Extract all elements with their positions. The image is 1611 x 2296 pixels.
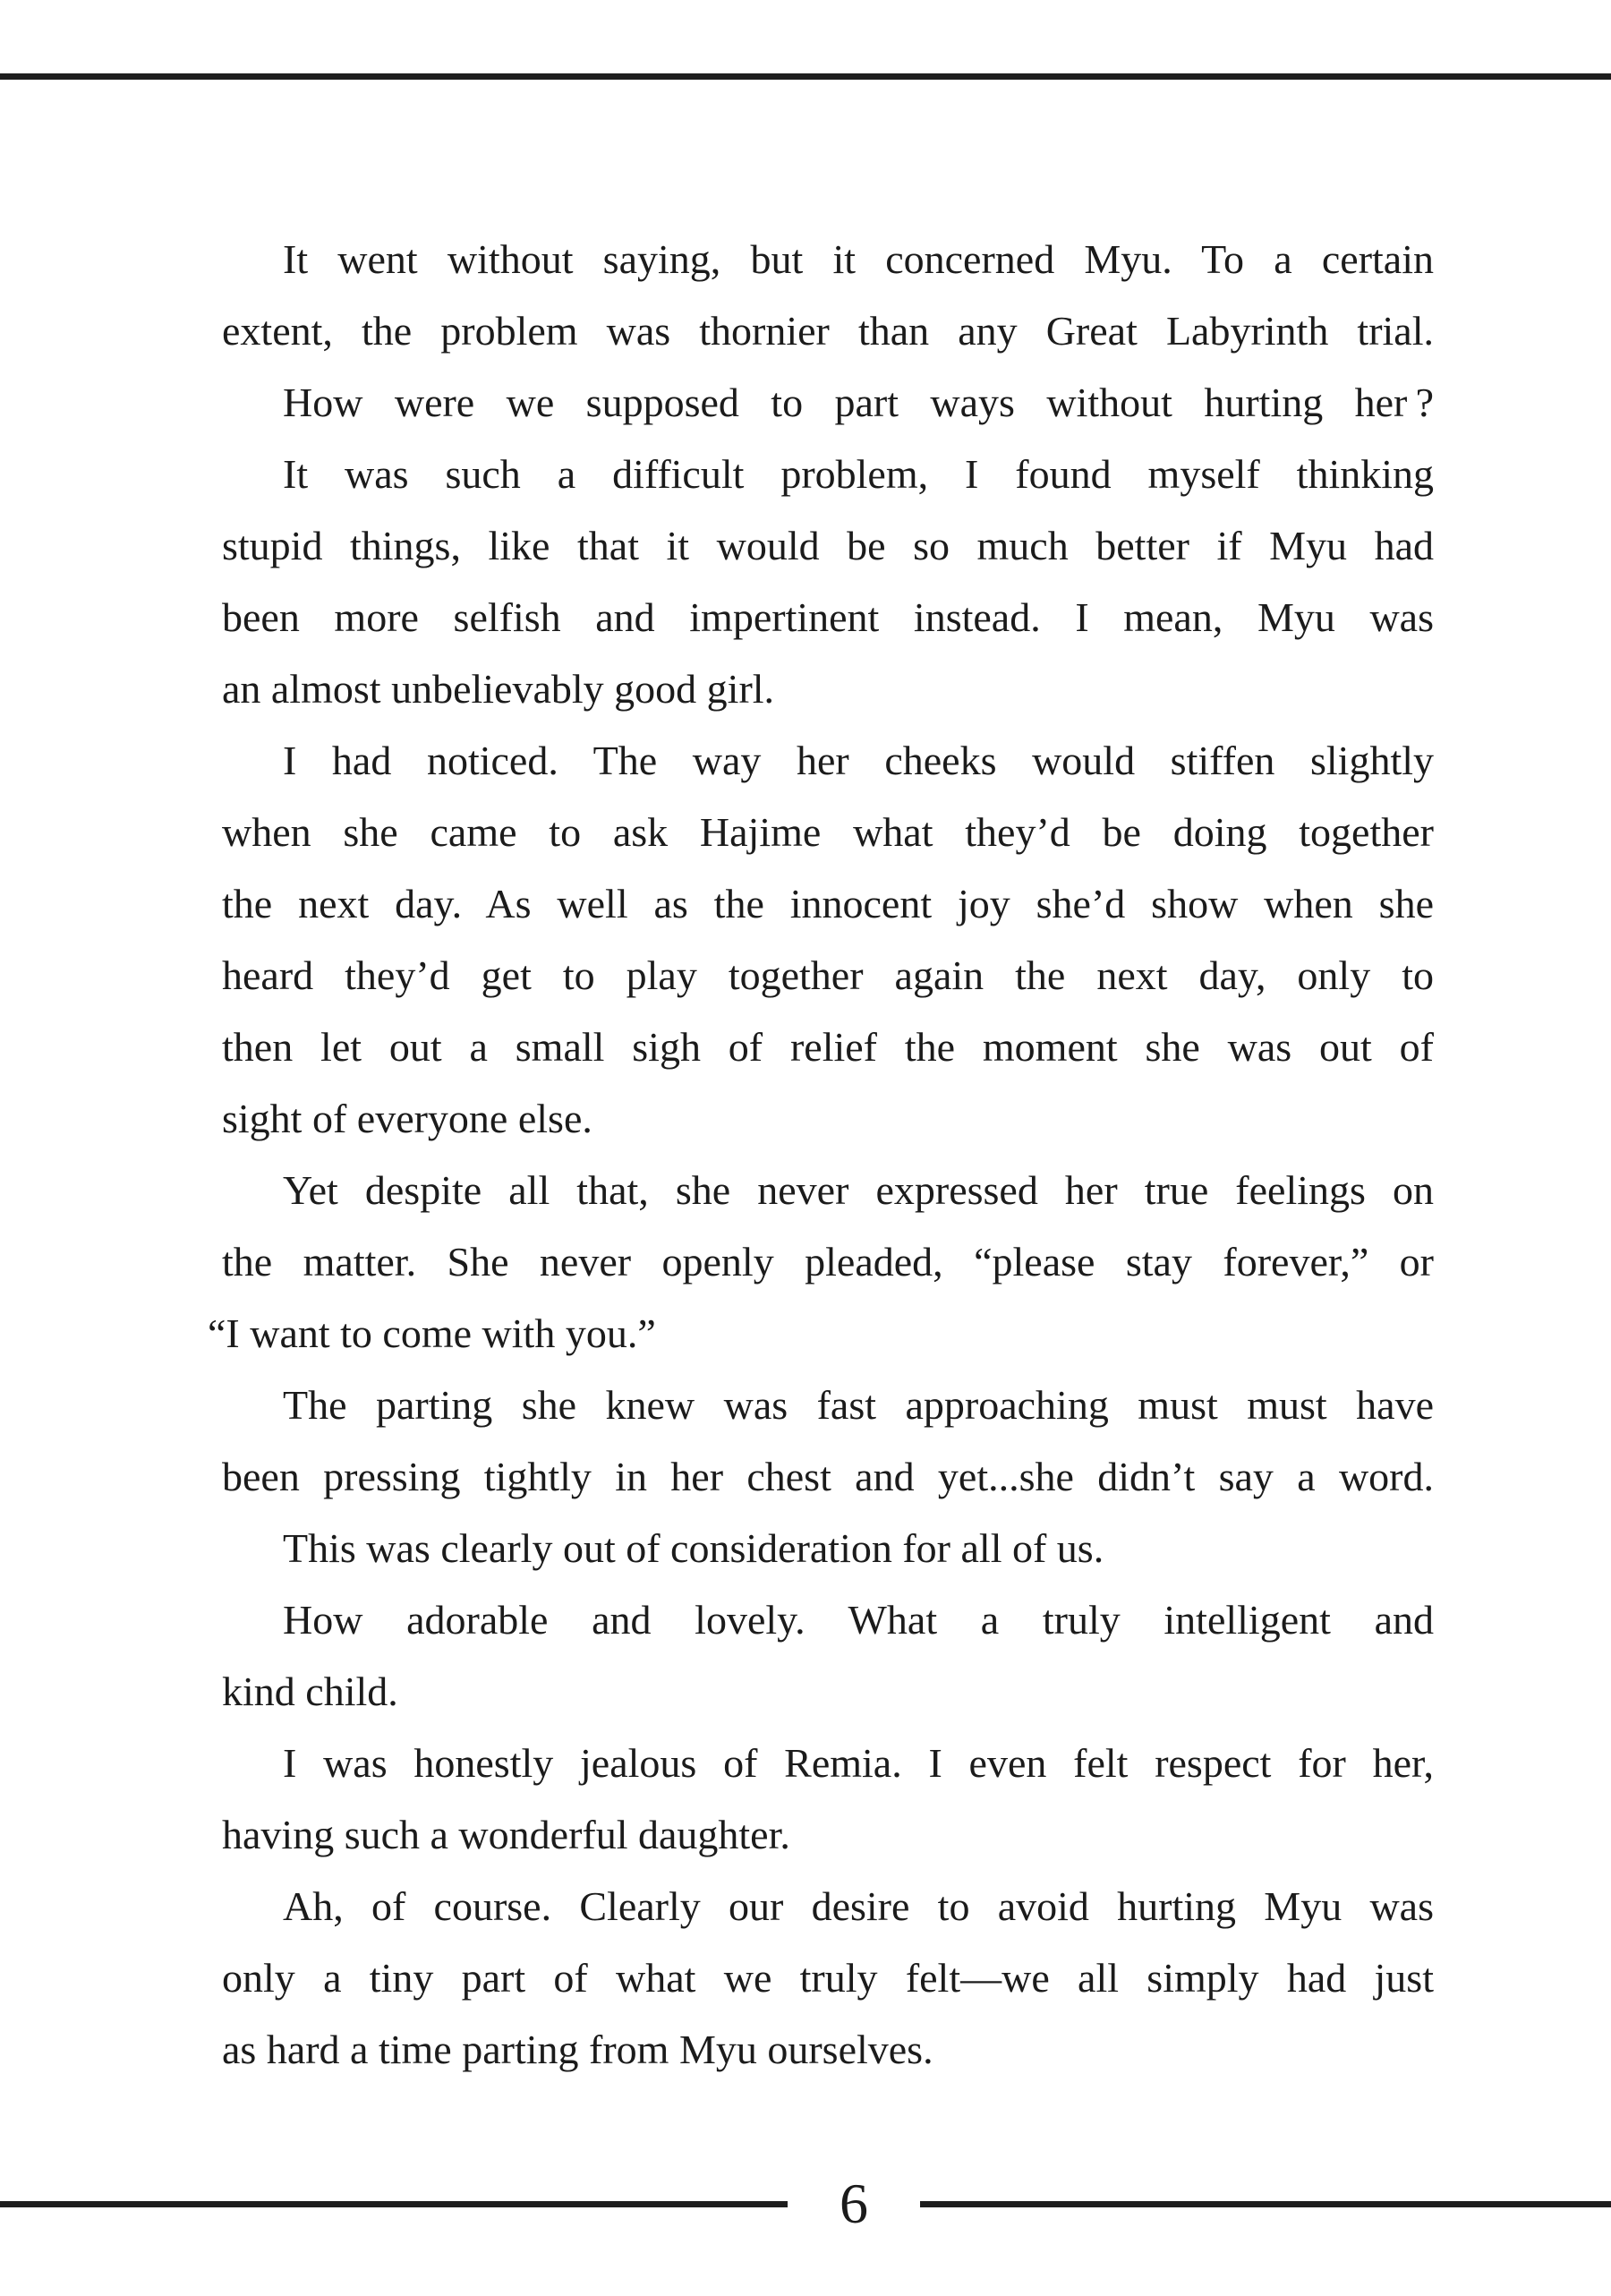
text-line: been pressing tightly in her chest and yet...she didn’t say a word. [222,1454,1434,1499]
text-line: an almost unbelievably good girl. [222,666,775,712]
text-line: I was honestly jealous of Remia. I even felt respect for her, [283,1740,1434,1786]
text-line: only a tiny part of what we truly felt—we all simply had just [222,1955,1434,2001]
top-border-rule [0,73,1611,80]
text-line: then let out a small sigh of relief the moment she was out of [222,1024,1434,1070]
footer-rule-right [920,2201,1611,2207]
text-line: It went without saying, but it concerned Myu. To a certain [283,236,1434,282]
text-line: How adorable and lovely. What a truly intelligent and [283,1597,1434,1643]
text-line: The parting she knew was fast approaching must must have [283,1382,1434,1428]
text-line: heard they’d get to play together again the next day, only to [222,952,1434,998]
text-line: I had noticed. The way her cheeks would stiffen slightly [283,738,1434,783]
text-line: How were we supposed to part ways without hurting her ? [283,380,1434,425]
footer-rule-left [0,2201,788,2207]
text-line: been more selfish and impertinent instead. I mean, Myu was [222,594,1434,640]
text-line: the next day. As well as the innocent joy she’d show when she [222,881,1434,926]
page-text [208,224,1434,2086]
page-number: 6 [840,2172,868,2235]
text-line: “I want to come with you.” [208,1310,656,1356]
text-line: Yet despite all that, she never expressed her true feelings on [283,1167,1434,1213]
text-line: when she came to ask Hajime what they’d be doing together [222,809,1434,855]
text-line: extent, the problem was thornier than any Great Labyrinth trial. [222,308,1434,354]
text-line: It was such a difficult problem, I found myself thinking [283,451,1434,497]
text-line: having such a wonderful daughter. [222,1812,790,1857]
text-line: This was clearly out of consideration for all of us. [283,1525,1104,1571]
text-line: the matter. She never openly pleaded, “please stay forever,” or [222,1239,1434,1285]
text-line: stupid things, like that it would be so much better if Myu had [222,523,1434,568]
text-line: kind child. [222,1669,398,1714]
text-line: Ah, of course. Clearly our desire to avoid hurting Myu was [283,1883,1434,1929]
text-line: as hard a time parting from Myu ourselves. [222,2027,933,2072]
text-line: sight of everyone else. [222,1096,592,1141]
